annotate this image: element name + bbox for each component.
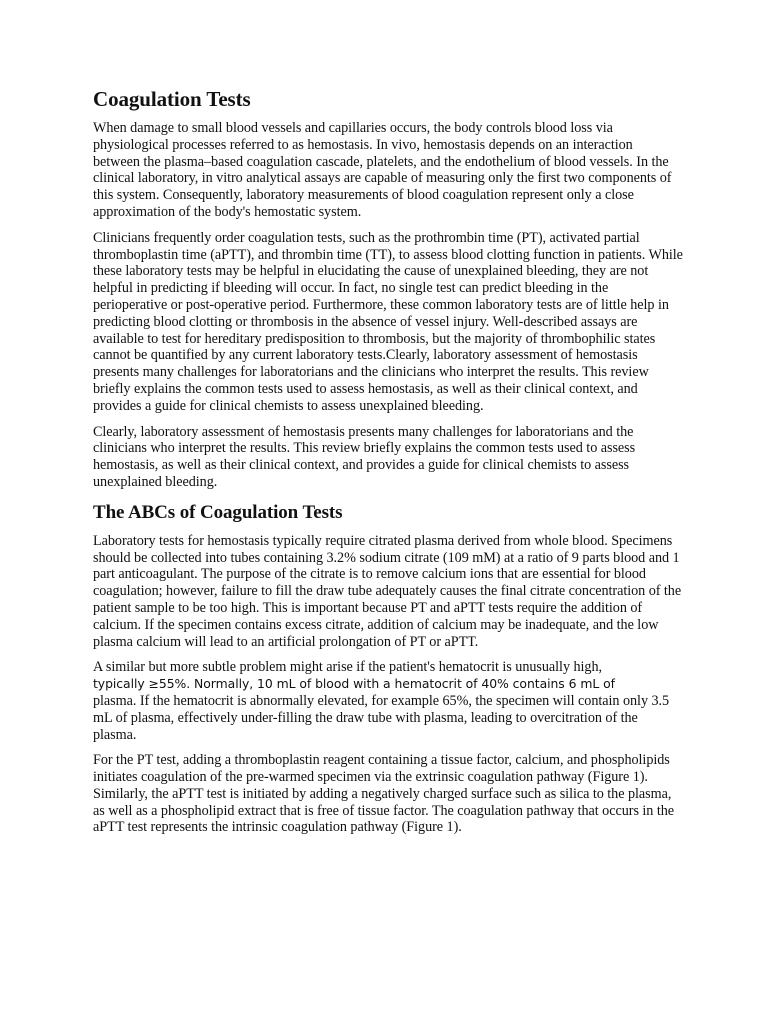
paragraph-citrated-plasma: Laboratory tests for hemostasis typically require citrated plasma derived from whole blood. Specimens should be collected into tubes containing 3.2% sodium citrate (109 mM) at a ratio of 9 parts blood and 1 part anticoagulant. The purpose of the citrate is to remove calcium ions that are essential for blood coagulation; however, failure to fill the draw tube adequately causes the final citrate concentration of the patient sample to be too high. This is important because PT and aPTT tests require the addition of calcium. If the specimen contains excess citrate, addition of calcium may be inadequate, and the low plasma calcium will lead to an artificial prolongation of PT or aPTT.: [93, 532, 682, 650]
hematocrit-text-part2: typically ≥55%. Normally, 10 mL of blood with a hematocrit of 40% contains 6 mL of: [93, 676, 615, 692]
paragraph-coagulation-tests-overview: Clinicians frequently order coagulation tests, such as the prothrombin time (PT), activated partial thromboplastin time (aPTT), and thrombin time (TT), to assess blood clotting function in patients. While these laboratory tests may be helpful in elucidating the cause of unexplained bleeding, they are not helpful in predicting if bleeding will occur. In fact, no single test can predict bleeding in the perioperative or post-operative period. Furthermore, these common laboratory tests are of little help in predicting blood clotting or thrombosis in the absence of vessel injury. Well-described assays are available to test for hereditary predisposition to thrombosis, but the majority of thrombophilic states cannot be quantified by any current laboratory tests.Clearly, laboratory assessment of hemostasis presents many challenges for laboratorians and the clinicians who interpret the results. This review briefly explains the common tests used to assess hemostasis, as well as their clinical context, and provides a guide for clinical chemists to assess unexplained bleeding.: [93, 229, 683, 414]
paragraph-hematocrit: [93, 659, 683, 743]
hematocrit-text-part3: plasma. If the hematocrit is abnormally elevated, for example 65%, the specimen will contain only 3.5 mL of plasma, effectively under-filling the draw tube with plasma, leading to overcitration of the plasma.: [93, 692, 670, 743]
section-heading-abcs: The ABCs of Coagulation Tests: [93, 501, 343, 523]
page-title: Coagulation Tests: [93, 87, 251, 111]
document-page: [93, 84, 683, 845]
paragraph-review-scope: Clearly, laboratory assessment of hemostasis presents many challenges for laboratorians and the clinicians who interpret the results. This review briefly explains the common tests used to assess hemostasis, as well as their clinical context, and provides a guide for clinical chemists to assess unexplained bleeding.: [93, 423, 636, 490]
paragraph-hemostasis-intro: When damage to small blood vessels and capillaries occurs, the body controls blood loss via physiological processes referred to as hemostasis. In vivo, hemostasis depends on an interaction between the plasma–based coagulation cascade, platelets, and the endothelium of blood vessels. In the clinical laboratory, in vitro analytical assays are capable of measuring only the first two components of this system. Consequently, laboratory measurements of blood coagulation represent only a close approximation of the body's hemostatic system.: [93, 120, 672, 220]
paragraph-pt-aptt-pathways: For the PT test, adding a thromboplastin reagent containing a tissue factor, calcium, and phospholipids initiates coagulation of the pre-warmed specimen via the extrinsic coagulation pathway (Figure 1). Similarly, the aPTT test is initiated by adding a negatively charged surface such as silica to the plasma, as well as a phospholipid extract that is free of tissue factor. The coagulation pathway that occurs in the aPTT test represents the intrinsic coagulation pathway (Figure 1).: [93, 752, 675, 836]
hematocrit-text-part1: A similar but more subtle problem might arise if the patient's hematocrit is unusually high,: [93, 659, 603, 676]
